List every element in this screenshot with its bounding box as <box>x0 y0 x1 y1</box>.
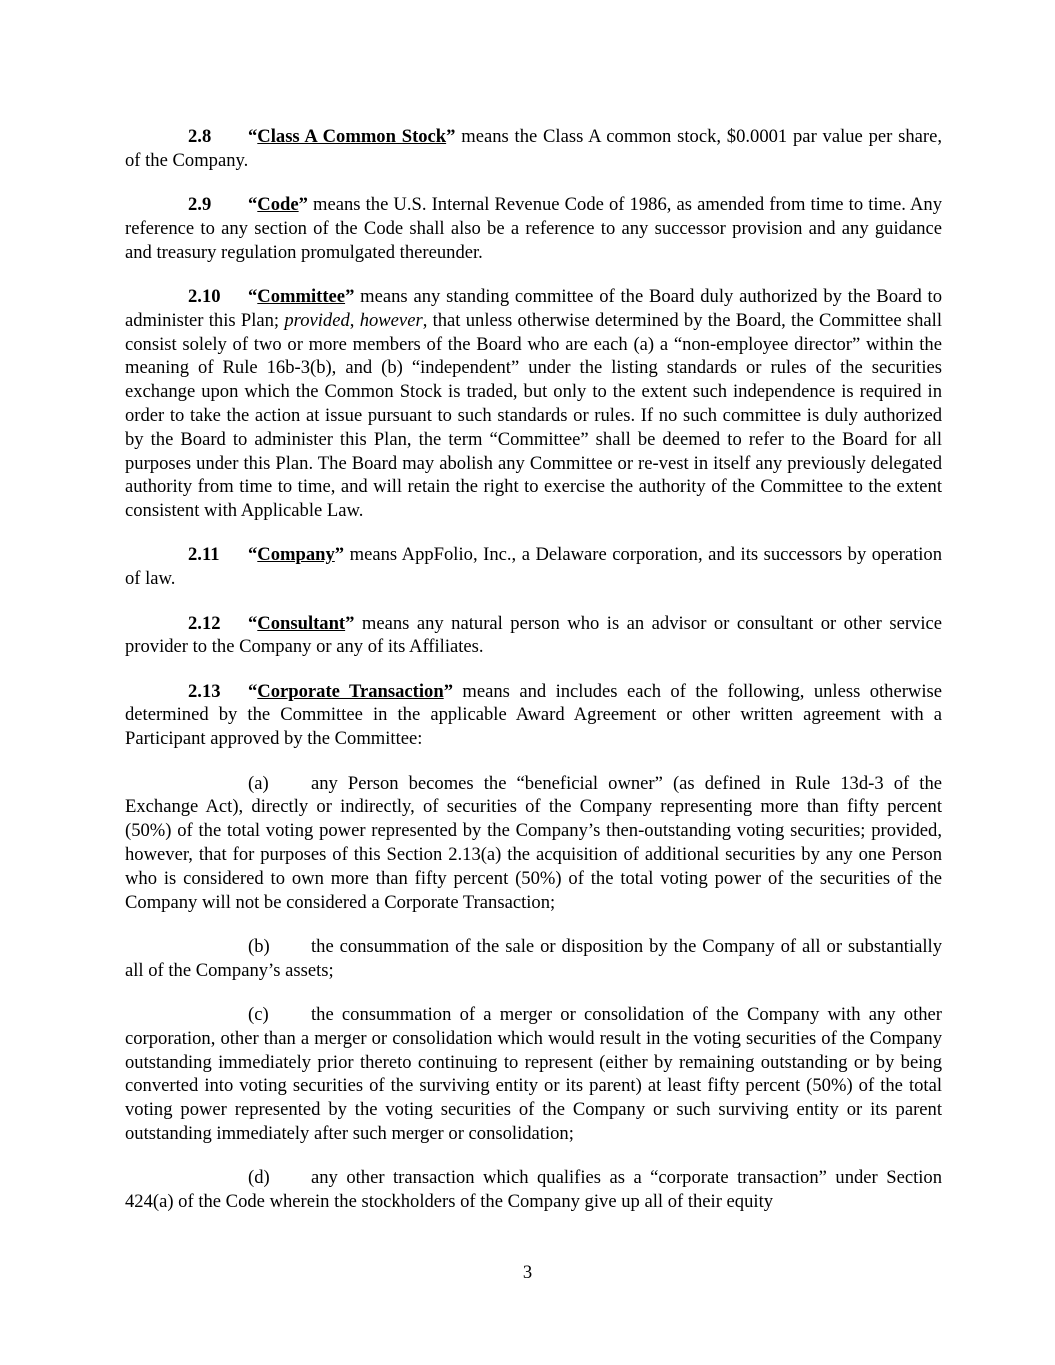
section-text: means AppFolio, Inc., a Delaware corporation, and its successors by operation of law. <box>125 544 942 590</box>
subsection-label: (b) <box>248 935 270 957</box>
section-number: 2.9 <box>188 194 212 216</box>
subsection-a <box>125 772 942 915</box>
subsection-text: any Person becomes the “beneficial owner” (as defined in Rule 13d-3 of the Exchange Act), directly or indirectly, of securities of the Company representing more than fifty percent (50%) of the total voting power represented by the Company’s then-outstanding voting securities; provided, however, that for purposes of this Section 2.13(a) the acquisition of additional securities by any one Person who is considered to own more than fifty percent (50%) of the total voting power of the securities of the Company will not be considered a Corporate Transaction; <box>125 772 942 913</box>
section-2-12 <box>125 612 942 660</box>
subsection-text: the consummation of the sale or disposition by the Company of all or substantially all of the Company’s assets; <box>125 935 942 981</box>
section-text: means the U.S. Internal Revenue Code of 1986, as amended from time to time. Any reference to any section of the Code shall also be a reference to any successor provision and any guidance and treasury regulation promulgated thereunder. <box>125 194 942 263</box>
defined-term: “Corporate Transaction” <box>248 680 453 702</box>
section-2-9 <box>125 193 942 264</box>
subsection-c <box>125 1003 942 1146</box>
section-2-10 <box>125 285 942 523</box>
section-text: means and includes each of the following, unless otherwise determined by the Committee in the applicable Award Agreement or other written agreement with a Participant approved by the Committee: <box>125 680 943 750</box>
subsection-label: (d) <box>248 1167 270 1189</box>
subsection-text: the consummation of a merger or consolidation of the Company with any other corporation, other than a merger or consolidation which would result in the voting securities of the Company outstanding immediately prior thereto continuing to represent (either by remaining outstanding or by being converted into voting securities of the surviving entity or its parent) at least fifty percent (50%) of the total voting power represented by the voting securities of the Company or such surviving entity or its parent outstanding immediately after such merger or consolidation; <box>125 1003 942 1144</box>
defined-term: “Code” <box>248 194 308 216</box>
subsection-text: any other transaction which qualifies as a “corporate transaction” under Section 424(a) of the Code wherein the stockholders of the Company give up all of their equity <box>125 1167 942 1212</box>
section-text-italic: however <box>359 309 423 331</box>
section-2-11 <box>125 543 942 591</box>
defined-term: “Company” <box>248 544 345 566</box>
section-number: 2.12 <box>188 612 221 634</box>
subsection-label: (c) <box>248 1003 269 1025</box>
section-text-sep: , <box>349 309 355 331</box>
section-text: , that unless otherwise determined by the Board, the Committee shall consist solely of two or more members of the Board who are each (a) a “non-employee director” within the meaning of Rule 16b-3(b), and (b) “independent” under the listing standards or rules of the securities exchange upon which the Common Stock is traded, but only to the extent such independence is required in order to take the action at issue pursuant to such standards or rules. If no such committee is duly authorized by the Board to administer this Plan, the term “Committee” shall be deemed to refer to the Board for all purposes under this Plan. The Board may abolish any Committee or re-vest in itself any previously delegated authority from time to time, and will retain the right to exercise the authority of the Committee to the extent consistent with Applicable Law. <box>125 309 943 522</box>
subsection-b <box>125 935 942 983</box>
section-text: means the Class A common stock, $0.0001 par value per share, of the Company. <box>125 126 942 171</box>
section-text-italic: provided <box>284 309 350 331</box>
section-2-8 <box>125 125 942 173</box>
defined-term: “Class A Common Stock” <box>248 126 456 147</box>
defined-term: “Committee” <box>248 285 355 307</box>
section-text: means any natural person who is an advisor or consultant or other service provider to the Company or any of its Affiliates. <box>125 612 942 658</box>
section-number: 2.8 <box>188 126 212 147</box>
section-2-13 <box>125 680 942 751</box>
defined-term: “Consultant” <box>248 612 355 634</box>
page-number: 3 <box>522 1262 533 1283</box>
subsection-label: (a) <box>248 772 269 794</box>
section-number: 2.11 <box>188 544 220 566</box>
section-number: 2.13 <box>188 680 221 702</box>
document-body <box>125 125 942 1234</box>
subsection-d <box>125 1166 942 1214</box>
section-text: means any standing committee of the Board duly authorized by the Board to administer this Plan; <box>125 285 943 331</box>
section-number: 2.10 <box>188 285 221 307</box>
